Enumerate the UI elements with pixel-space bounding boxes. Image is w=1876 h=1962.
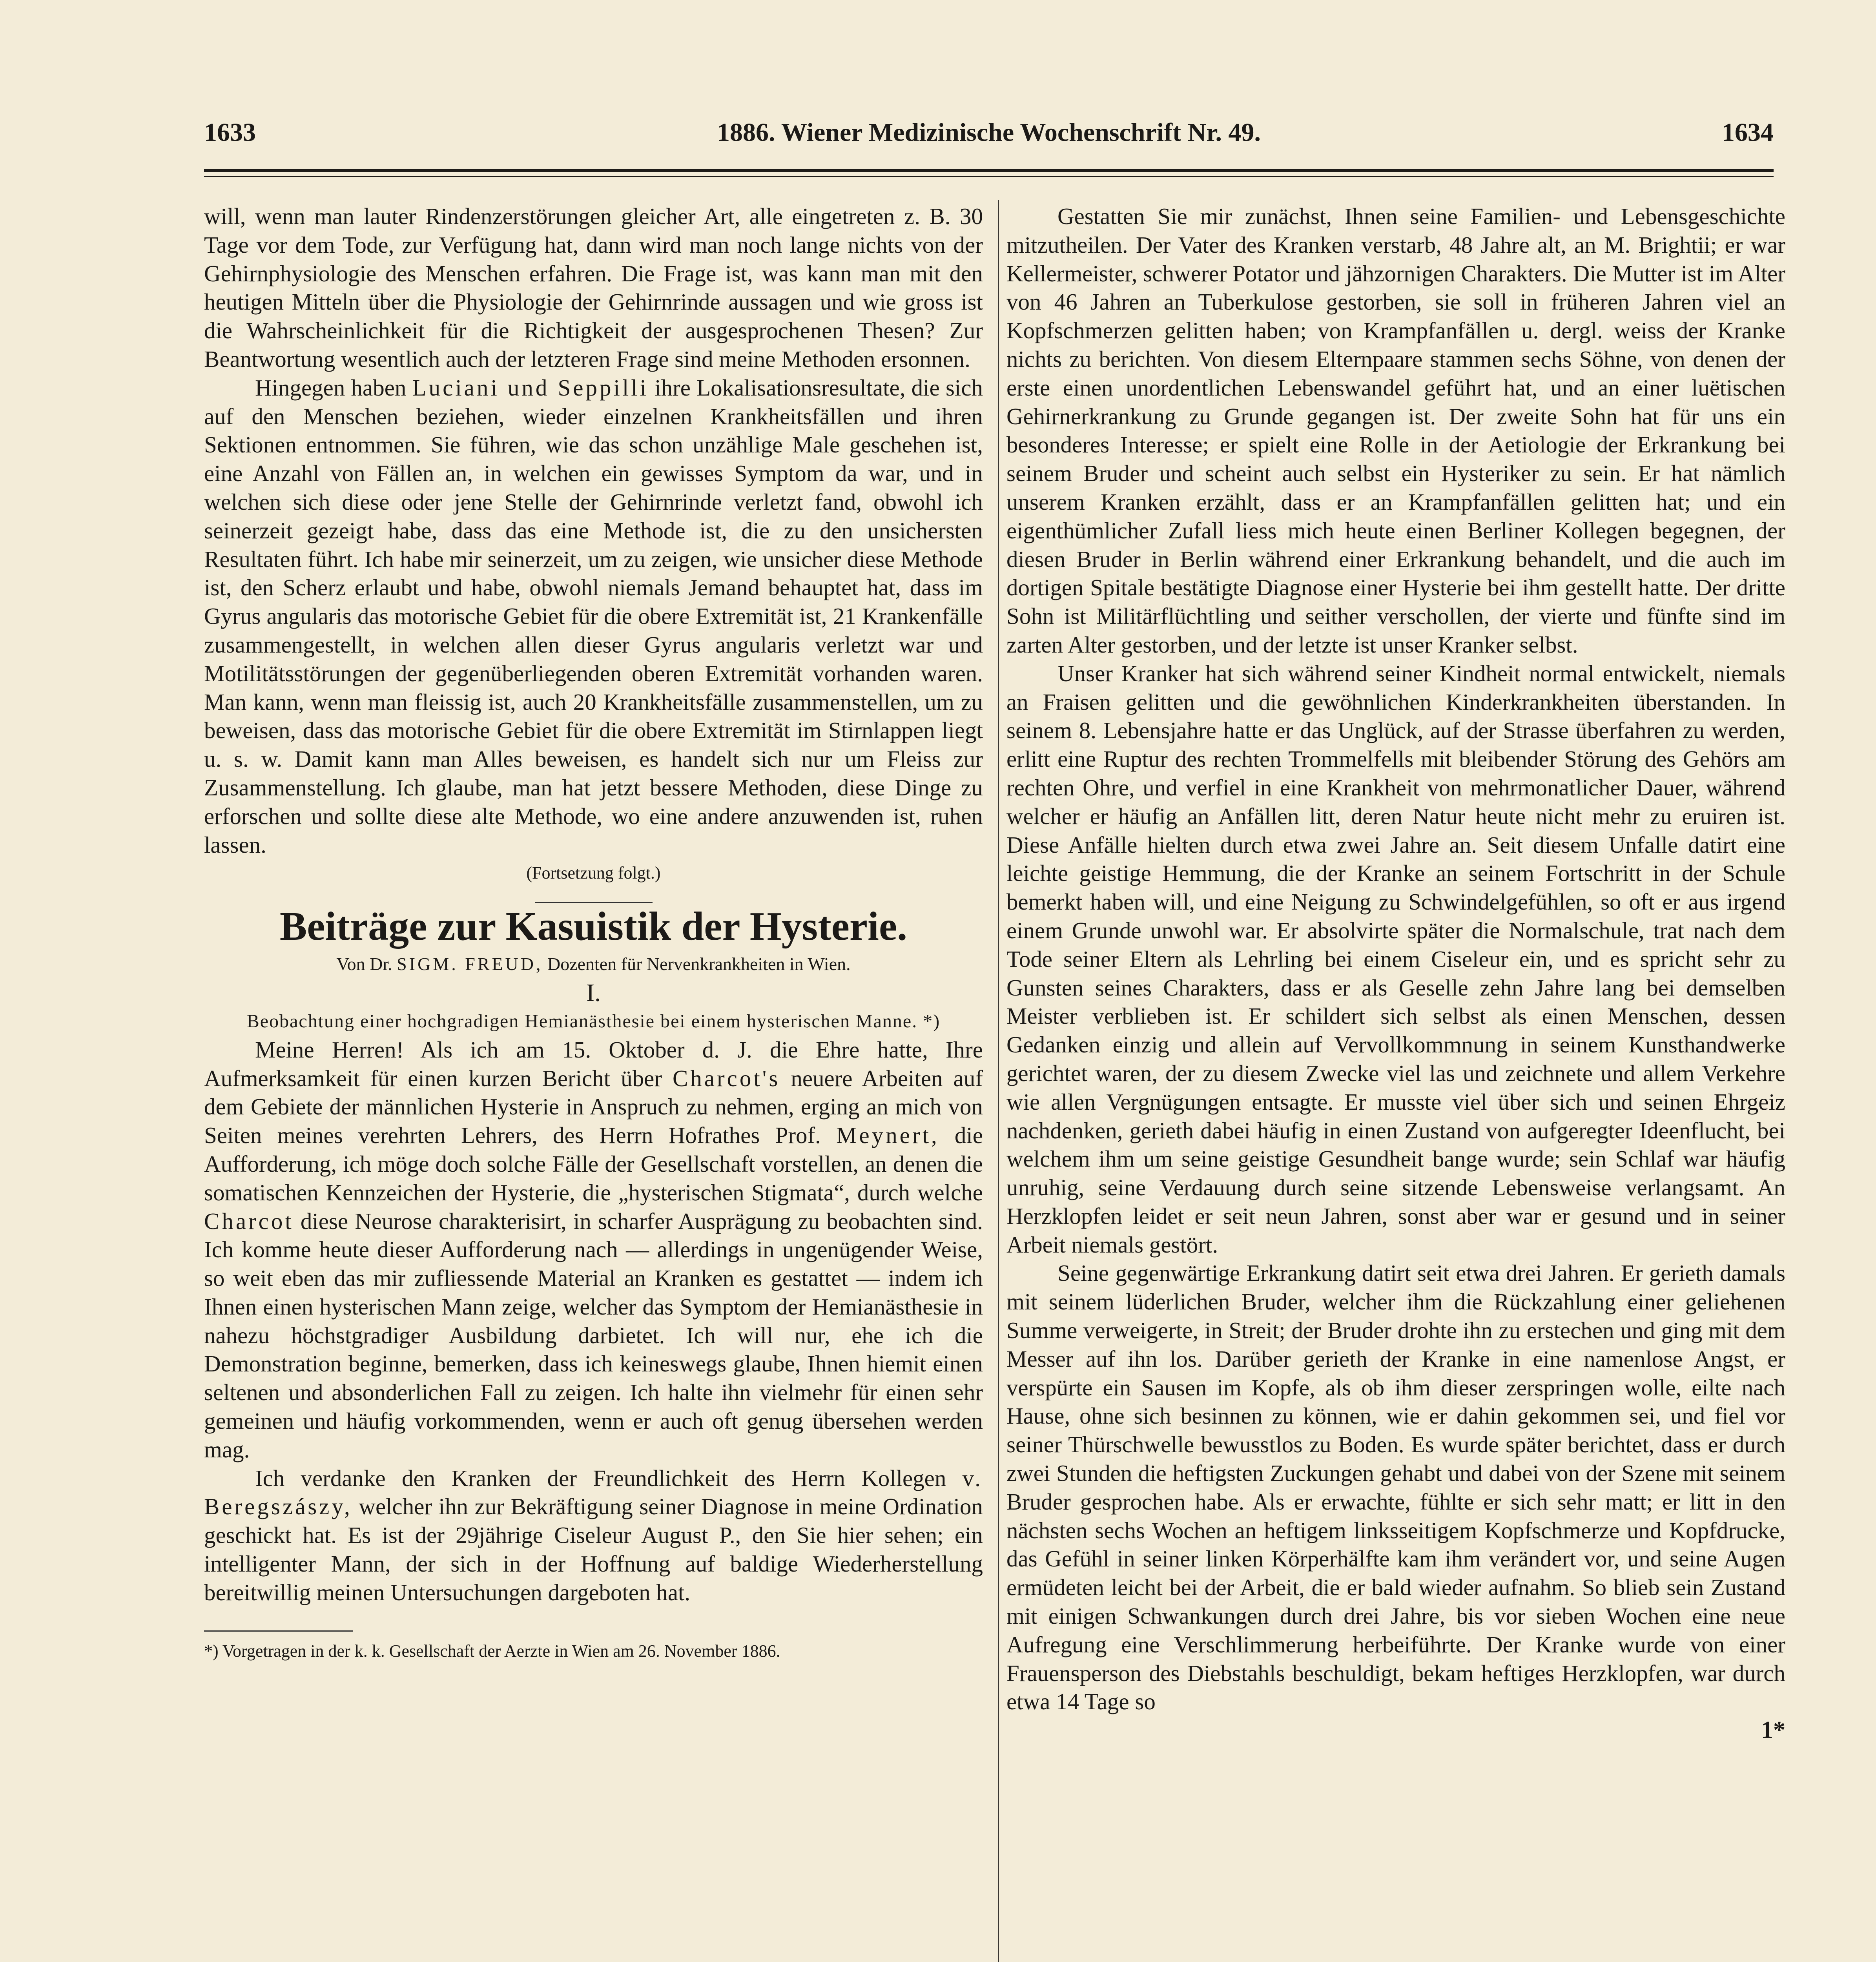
page-number-right: 1634 — [1722, 118, 1774, 147]
left-paragraph-4: Ich verdanke den Kranken der Freundlichkeit des Herrn Kollegen v. Beregszászy, welcher ihn zur Bekräftigung seiner Diagnose in meine Ordination geschickt hat. Es ist der 29jährige Ciseleur August P., den Sie hier sehen; ein intelligenter Mann, der sich in der Hoffnung auf baldige Wiederherstellung bereitwillig meinen Untersuchungen dargeboten hat. — [204, 1465, 983, 1605]
right-column — [1006, 202, 1785, 1745]
article-author: Von Dr. SIGM. FREUD, Dozenten für Nervenkrankheiten in Wien. — [336, 954, 851, 974]
article-title: Beiträge zur Kasuistik der Hysterie. — [279, 904, 908, 949]
left-column — [204, 202, 983, 1664]
left-paragraph-1: will, wenn man lauter Rindenzerstörungen gleicher Art, alle eingetreten z. B. 30 Tage vor dem Tode, zur Verfügung hat, dann wird man noch lange nichts von der Gehirnphysiologie des Menschen erfahren. Die Frage ist, was kann man mit den heutigen Mitteln über die Physiologie der Gehirnrinde aussagen und wie gross ist die Wahrscheinlichkeit für die Richtigkeit der ausgesprochenen Thesen? Zur Beantwortung wesentlich auch der letzteren Frage sind meine Methoden ersonnen. — [204, 203, 983, 372]
page-number-left: 1633 — [204, 118, 256, 147]
right-paragraph-3: Seine gegenwärtige Erkrankung datirt seit etwa drei Jahren. Er gerieth damals mit seinem lüderlichen Bruder, welcher ihm die Rückzahlung einer geliehenen Summe verweigerte, in Streit; der Bruder drohte ihn zu erstechen und ging mit dem Messer auf ihn los. Darüber gerieth der Kranke in eine namenlose Angst, er verspürte ein Sausen im Kopfe, als ob ihm dieser zerspringen wolle, eilte nach Hause, ohne sich besinnen zu können, wie er dahin gekommen sei, und fiel vor seiner Thürschwelle bewusstlos zu Boden. Es wurde später berichtet, dass er durch zwei Stunden die heftigsten Zuckungen gehabt und dabei von der Szene mit seinem Bruder gesprochen habe. Als er erwachte, fühlte er sich sehr matt; er litt in den nächsten sechs Wochen an heftigem linksseitigem Kopfschmerze und Kopfdrucke, das Gefühl in seiner linken Körperhälfte kam ihm verändert vor, und seine Augen ermüdeten leicht bei der Arbeit, die er bald wieder aufnahm. So blieb sein Zustand mit einigen Schwankungen durch drei Jahre, bis vor sieben Wochen eine neue Aufregung eine Verschlimmerung herbeiführte. Der Kranke wurde von einer Frauensperson des Diebstahls beschuldigt, bekam heftiges Herzklopfen, war durch etwa 14 Tage so — [1006, 1260, 1785, 1715]
footnote: *) Vorgetragen in der k. k. Gesellschaft der Aerzte in Wien am 26. November 1886. — [204, 1641, 780, 1661]
section-number: I. — [586, 978, 601, 1007]
author-names: Luciani und Seppilli — [412, 374, 649, 401]
header-rule-thin — [204, 176, 1774, 177]
column-divider — [998, 200, 999, 1962]
article-subtitle: Beobachtung einer hochgradigen Hemianästhesie bei einem hysterischen Manne. *) — [246, 1010, 941, 1032]
continuation-note: (Fortsetzung folgt.) — [526, 863, 661, 883]
left-paragraph-2: Hingegen haben Luciani und Seppilli ihre Lokalisationsresultate, die sich auf den Menschen beziehen, wieder einzelnen Krankheitsfällen und ihren Sektionen entnommen. Sie führen, wie das schon unzählige Male geschehen ist, eine Anzahl von Fällen an, in welchen ein gewisses Symptom da war, und in welchen sich diese oder jene Stelle der Gehirnrinde verletzt fand, obwohl ich seinerzeit gezeigt habe, dass das eine Methode ist, die zu den unsichersten Resultaten führt. Ich habe mir seinerzeit, um zu zeigen, wie unsicher diese Methode ist, den Scherz erlaubt und habe, obwohl niemals Jemand behauptet hat, dass im Gyrus angularis das motorische Gebiet für die obere Extremität ist, 21 Krankenfälle zusammengestellt, in welchen allen dieser Gyrus angularis verletzt war und Motilitätsstörungen der gegenüberliegenden oberen Extremität vorhanden waren. Man kann, wenn man fleissig ist, auch 20 Krankheitsfälle zusammenstellen, um zu beweisen, dass das motorische Gebiet für die obere Extremität im Stirnlappen liegt u. s. w. Damit kann man Alles beweisen, es handelt sich nur um Fleiss zur Zusammenstellung. Ich glaube, man hat jetzt bessere Methoden, diese Dinge zu erforschen und sollte diese alte Methode, wo eine andere anzuwenden ist, ruhen lassen. — [204, 374, 983, 858]
page-header — [204, 118, 1774, 161]
left-paragraph-3: Meine Herren! Als ich am 15. Oktober d. J. die Ehre hatte, Ihre Aufmerksamkeit für einen kurzen Bericht über Charcot's neuere Arbeiten auf dem Gebiete der männlichen Hysterie in Anspruch zu nehmen, erging an mich von Seiten meines verehrten Lehrers, des Herrn Hofrathes Prof. Meynert, die Aufforderung, ich möge doch solche Fälle der Gesellschaft vorstellen, an denen die somatischen Kennzeichen der Hysterie, die „hysterischen Stigmata“, durch welche Charcot diese Neurose charakterisirt, in scharfer Ausprägung zu beobachten sind. Ich komme heute dieser Aufforderung nach — allerdings in ungenügender Weise, so weit eben das mir zufliessende Material an Kranken es gestattet — indem ich Ihnen einen hysterischen Mann zeige, welcher das Symptom der Hemianästhesie in nahezu höchstgradiger Ausbildung darbietet. Ich will nur, ehe ich die Demonstration beginne, bemerken, dass ich keineswegs glaube, Ihnen hiemit einen seltenen und absonderlichen Fall zu zeigen. Ich halte ihn vielmehr für einen sehr gemeinen und häufig vorkommenden, wenn er auch oft genug übersehen werden mag. — [204, 1036, 983, 1462]
signature-mark: 1* — [1761, 1717, 1785, 1744]
header-rule-thick — [204, 169, 1774, 172]
right-paragraph-1: Gestatten Sie mir zunächst, Ihnen seine Familien- und Lebensgeschichte mitzutheilen. Der Vater des Kranken verstarb, 48 Jahre alt, an M. Brightii; er war Kellermeister, schwerer Potator und jähzornigen Charakters. Die Mutter ist im Alter von 46 Jahren an Tuberkulose gestorben, sie soll in früheren Jahren viel an Kopfschmerzen gelitten haben; von Krampfanfällen u. dergl. weiss der Kranke nichts zu berichten. Von diesem Elternpaare stammen sechs Söhne, von denen der erste einen unordentlichen Lebenswandel geführt hat, und an einer luëtischen Gehirnerkrankung zu Grunde gegangen ist. Der zweite Sohn hat für uns ein besonderes Interesse; er spielt eine Rolle in der Aetiologie der Erkrankung bei seinem Bruder und scheint auch selbst ein Hysteriker zu sein. Er hat nämlich unserem Kranken erzählt, dass er an Krampfanfällen gelitten hat; und ein eigenthümlicher Zufall liess mich heute einen Berliner Kollegen begegnen, der diesen Bruder in Berlin während einer Erkrankung behandelt, und die auch im dortigen Spitale bestätigte Diagnose einer Hysterie bei ihm gestellt hatte. Der dritte Sohn ist Militärflüchtling und seither verschollen, der vierte und fünfte sind im zarten Alter gestorben, und der letzte ist unser Kranker selbst. — [1006, 203, 1785, 658]
footnote-rule — [204, 1630, 353, 1632]
journal-title: 1886. Wiener Medizinische Wochenschrift Nr. 49. — [717, 118, 1261, 147]
right-paragraph-2: Unser Kranker hat sich während seiner Kindheit normal entwickelt, niemals an Fraisen gelitten und die gewöhnlichen Kinderkrankheiten überstanden. In seinem 8. Lebensjahre hatte er das Unglück, auf der Strasse überfahren zu werden, erlitt eine Ruptur des rechten Trommelfells mit bleibender Störung des Gehörs am rechten Ohre, und verfiel in eine Krankheit von mehrmonatlicher Dauer, während welcher er häufig an Anfällen litt, deren Natur heute nicht mehr zu eruiren ist. Diese Anfälle hielten durch etwa zwei Jahre an. Seit diesem Unfalle datirt eine leichte geistige Hemmung, die der Kranke an seinem Fortschritt in der Schule bemerkt haben will, und eine Neigung zu Schwindelgefühlen, so oft er aus irgend einem Grunde unwohl war. Er absolvirte später die Normalschule, trat nach dem Tode seiner Eltern als Lehrling bei einem Ciseleur ein, und es spricht sehr zu Gunsten seines Charakters, dass er als Geselle zehn Jahre lang bei demselben Meister verblieben ist. Er schildert sich selbst als einen Menschen, dessen Gedanken einzig und allein auf Vervollkommnung in seinem Kunsthandwerke gerichtet waren, der zu diesem Zwecke viel las und zeichnete und allem Verkehre wie allen Vergnügungen entsagte. Er musste viel über sich und seinen Ehrgeiz nachdenken, gerieth dabei häufig in einen Zustand von aufgeregter Ideenflucht, bei welchem ihm um seine geistige Gesundheit bange wurde; sein Schlaf war häufig unruhig, seine Verdauung durch seine sitzende Lebensweise verlangsamt. An Herzklopfen leidet er seit neun Jahren, sonst aber war er gesund und in seiner Arbeit niemals gestört. — [1006, 660, 1785, 1258]
